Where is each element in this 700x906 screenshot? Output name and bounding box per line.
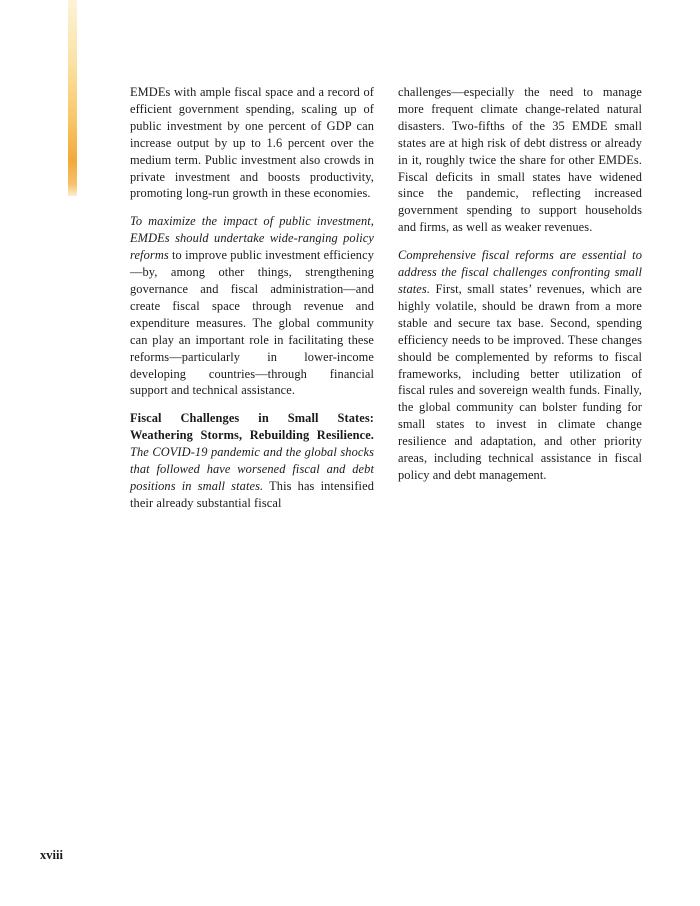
page-number: xviii xyxy=(40,848,63,862)
two-column-text-block xyxy=(130,84,642,523)
paragraph xyxy=(130,84,374,202)
paragraph xyxy=(130,213,374,399)
body-text: challenges—especially the need to manage more frequent climate change-related natural disasters. Two-fifths of the 35 EMDE small states are at high risk of debt distress or already in it, roughly twice the share for other EMDEs. Fiscal deficits in small states have widened since the pandemic, reflecting increased government spending to support households and firms, as well as weaker revenues. xyxy=(398,85,642,235)
paragraph xyxy=(398,84,642,236)
paragraph xyxy=(130,410,374,511)
body-text: First, small states’ revenues, which are highly volatile, should be drawn from a more stable and secure tax base. Second, spending efficiency needs to be improved. These changes should be complemented by reforms to fiscal frameworks, including better utilization of fiscal rules and sovereign wealth funds. Finally, the global community can bolster funding for small states to invest in climate change resilience and adaptation, and other priority areas, including technical assistance in fiscal policy and debt management. xyxy=(398,281,642,482)
left-column xyxy=(130,84,374,523)
right-column xyxy=(398,84,642,523)
lead-italic-text: The COVID-19 pandemic and the global shocks that followed have worsened fiscal and debt positions in small states. xyxy=(130,445,374,493)
body-text: This has intensified their already substantial fiscal xyxy=(130,478,374,510)
lead-italic-text: Comprehensive fiscal reforms are essential to address the fiscal challenges confronting small states. xyxy=(398,248,642,296)
left-accent-gradient-bar xyxy=(68,0,77,196)
section-heading-inline: Fiscal Challenges in Small States: Weathering Storms, Rebuilding Resilience. xyxy=(130,411,374,443)
body-text: EMDEs with ample fiscal space and a record of efficient government spending, scaling up of public investment by one percent of GDP can increase output by up to 1.6 percent over the medium term. Public investment also crowds in private investment and boosts productivity, promoting long-run growth in these economies. xyxy=(130,85,374,201)
lead-italic-text: To maximize the impact of public investment, EMDEs should undertake wide-ranging policy reforms xyxy=(130,214,374,263)
paragraph xyxy=(398,247,642,484)
body-text: to improve public investment efficiency—by, among other things, strengthening governance and fiscal administration—and create fiscal space through revenue and expenditure measures. The global community can play an important role in facilitating these reforms—particularly in lower-income developing countries—through financial support and technical assistance. xyxy=(130,248,374,398)
